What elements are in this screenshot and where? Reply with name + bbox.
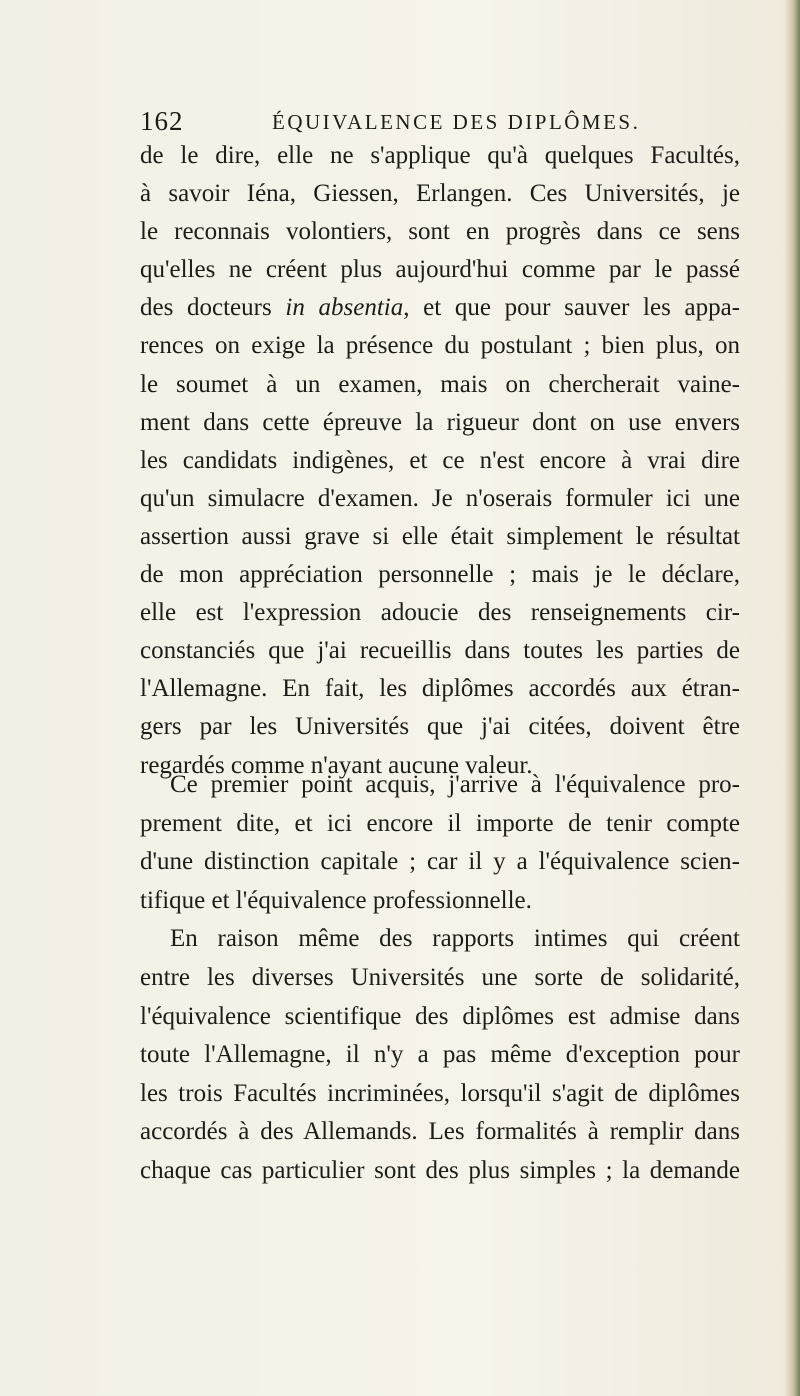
text-line: l'Allemagne. En fait, les diplômes accordés aux étran-: [140, 675, 740, 703]
text-line: constanciés que j'ai recueillis dans toutes les parties de: [140, 637, 740, 665]
text-line: de le dire, elle ne s'applique qu'à quelques Facultés,: [140, 142, 740, 169]
text-line: gers par les Universités que j'ai citées, doivent être: [140, 713, 740, 741]
page-edge-shadow: [784, 0, 800, 1396]
text-line: entre les diverses Universités une sorte de solidarité,: [140, 963, 740, 991]
text-line: accordés à des Allemands. Les formalités à remplir dans: [140, 1118, 740, 1146]
text-line: Ce premier point acquis, j'arrive à l'équivalence pro-: [170, 771, 740, 798]
text-line: toute l'Allemagne, il n'y a pas même d'exception pour: [140, 1041, 740, 1069]
text-line: les trois Facultés incriminées, lorsqu'il s'agit de diplômes: [140, 1079, 740, 1107]
text-line: regardés comme n'ayant aucune valeur.: [140, 751, 533, 779]
running-title: ÉQUIVALENCE DES DIPLÔMES.: [272, 110, 641, 134]
text-line: les candidats indigènes, et ce n'est encore à vrai dire: [140, 446, 740, 474]
text-line: elle est l'expression adoucie des renseignements cir-: [140, 599, 740, 627]
text-line: chaque cas particulier sont des plus simples ; la demande: [140, 1156, 740, 1184]
text-line: à savoir Iéna, Giessen, Erlangen. Ces Universités, je: [140, 180, 740, 208]
text-line: ment dans cette épreuve la rigueur dont on use envers: [140, 408, 740, 436]
text-line: assertion aussi grave si elle était simplement le résultat: [140, 522, 740, 550]
text-line: qu'un simulacre d'examen. Je n'oserais formuler ici une: [140, 484, 740, 512]
text-line: le soumet à un examen, mais on chercherait vaine-: [140, 370, 740, 398]
text-line: prement dite, et ici encore il importe de tenir compte: [140, 809, 740, 837]
paragraph-1: [140, 137, 740, 785]
text-line: rences on exige la présence du postulant ; bien plus, on: [140, 332, 740, 360]
text-line: tifique et l'équivalence professionnelle.: [140, 886, 532, 914]
text-line: En raison même des rapports intimes qui créent: [170, 925, 740, 953]
paragraph-2: [140, 766, 740, 1191]
text-line: qu'elles ne créent plus aujourd'hui comme par le passé: [140, 256, 740, 284]
text-line: d'une distinction capitale ; car il y a l'équivalence scien-: [140, 848, 740, 876]
text-line: le reconnais volontiers, sont en progrès dans ce sens: [140, 218, 740, 246]
text-line: l'équivalence scientifique des diplômes est admise dans: [140, 1002, 740, 1030]
page-number: 162: [140, 106, 184, 136]
text-line: de mon appréciation personnelle ; mais je le déclare,: [140, 561, 740, 589]
latin-phrase: in absentia: [285, 294, 404, 322]
text-line: des docteurs in absentia, et que pour sauver les appa-: [140, 294, 740, 322]
